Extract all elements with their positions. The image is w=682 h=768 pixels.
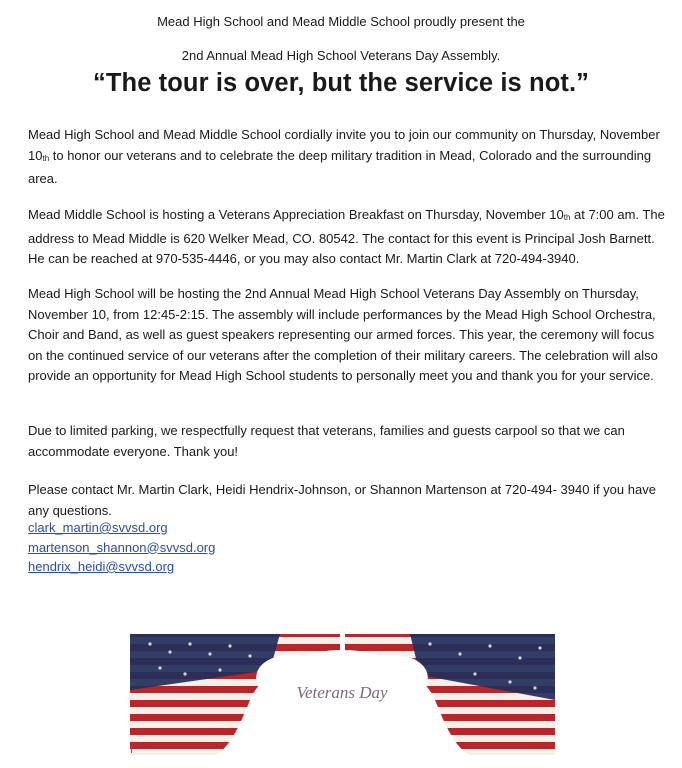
- header-intro-line: Mead High School and Mead Middle School proudly present the: [157, 14, 525, 29]
- image-caption: Veterans Day: [296, 683, 388, 702]
- assembly-paragraph: Mead High School will be hosting the 2nd Annual Mead High School Veterans Day Assembly on Thursday, November 10, from 12:45-2:15. The assembly will include performances by the Mead High School Orchestra, Choir and Band, as well as guest speakers representing our armed forces. This year, the ceremony will focus on the continued service of our veterans after the completion of their military careers. The celebration will also provide an opportunity for Mead High School students to personally meet you and thank you for your service.: [28, 286, 658, 383]
- email-link-martenson[interactable]: martenson_shannon@svvsd.org: [28, 539, 216, 555]
- email-list: [28, 518, 215, 577]
- parking-paragraph: Due to limited parking, we respectfully request that veterans, families and guests carpool so that we can accommodate everyone. Thank you!: [28, 423, 625, 459]
- veterans-day-heart-hands-image: [130, 630, 555, 755]
- invitation-paragraph: Mead High School and Mead Middle School cordially invite you to join our community on Thursday, November $10_{th}$ to honor our veterans and to celebrate the deep military tradition in Mead, Colorado and the surrounding area.: [28, 127, 660, 186]
- image-corner-mark: [131, 745, 132, 753]
- page-title: “The tour is over, but the service is not.”: [93, 69, 589, 97]
- contact-paragraph: Please contact Mr. Martin Clark, Heidi Hendrix-Johnson, or Shannon Martenson at 720-494- 3940 if you have any questions.: [28, 482, 656, 518]
- email-link-clark[interactable]: clark_martin@svvsd.org: [28, 520, 168, 535]
- header-event-line: 2nd Annual Mead High School Veterans Day Assembly.: [181, 48, 501, 63]
- email-link-hendrix[interactable]: hendrix_heidi@svvsd.org: [28, 559, 175, 574]
- breakfast-paragraph: Mead Middle School is hosting a Veterans Appreciation Breakfast on Thursday, November $10_{th}$ at 7:00 am. The address to Mead Middle is 620 Welker Mead, CO. 80542. The contact for this event is Principal Josh Barnett. He can be reached at 970-535-4446, or you may also contact Mr. Martin Clark at 720-494-3940.: [28, 207, 665, 266]
